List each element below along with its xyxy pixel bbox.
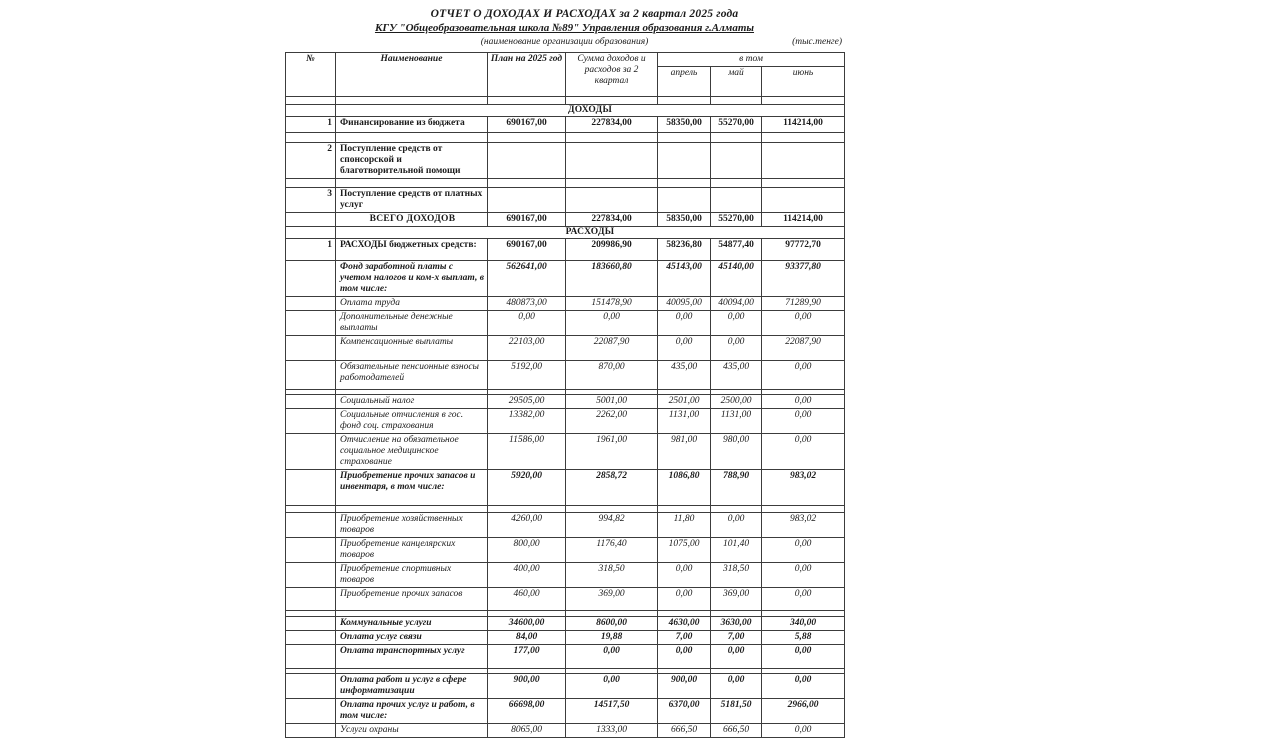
section-title: ДОХОДЫ [336, 105, 845, 117]
row-value-cell: 5001,00 [566, 395, 658, 409]
row-value-cell: 93377,80 [762, 261, 845, 297]
col-header-vtom: в том [658, 53, 845, 67]
table-row [286, 361, 845, 390]
row-value-cell: 981,00 [658, 434, 711, 470]
organization-name: КГУ "Общеобразовательная школа №89" Управления образования г.Алматы [374, 22, 755, 34]
row-number-cell: 3 [286, 188, 336, 213]
spacer-cell [658, 506, 711, 513]
row-value-cell: 7,00 [711, 631, 762, 645]
row-value-cell: 400,00 [488, 563, 566, 588]
section-title: РАСХОДЫ [336, 227, 845, 239]
row-number-cell [286, 105, 336, 117]
row-value-cell: 11,80 [658, 513, 711, 538]
row-name-cell: Компенсационные выплаты [336, 336, 488, 361]
caption-line [285, 36, 844, 50]
row-number-cell [286, 538, 336, 563]
row-value-cell [488, 143, 566, 179]
spacer-cell [762, 506, 845, 513]
row-number-cell [286, 434, 336, 470]
row-value-cell: 2501,00 [658, 395, 711, 409]
section-header-row [286, 105, 845, 117]
row-value-cell: 0,00 [762, 409, 845, 434]
row-value-cell: 318,50 [566, 563, 658, 588]
row-value-cell: 0,00 [762, 724, 845, 738]
units-label: (тыс.тенге) [792, 37, 842, 47]
spacer-cell [336, 97, 488, 105]
table-row [286, 117, 845, 133]
table-header-row [286, 53, 845, 67]
row-value-cell: 0,00 [488, 311, 566, 336]
table-row [286, 470, 845, 506]
spacer-cell [286, 506, 336, 513]
row-value-cell [566, 143, 658, 179]
spacer-cell [566, 506, 658, 513]
col-header-num: № [286, 53, 336, 97]
row-value-cell: 114214,00 [762, 213, 845, 227]
spacer-cell [336, 133, 488, 143]
total-row [286, 213, 845, 227]
row-name-cell: Обязательные пенсионные взносы работодателей [336, 361, 488, 390]
spacer-cell [762, 133, 845, 143]
row-value-cell: 6370,00 [658, 699, 711, 724]
spacer-row [286, 133, 845, 143]
row-value-cell: 690167,00 [488, 117, 566, 133]
row-value-cell: 0,00 [762, 563, 845, 588]
row-value-cell: 0,00 [711, 645, 762, 669]
row-value-cell: 2858,72 [566, 470, 658, 506]
table-row [286, 724, 845, 738]
col-header-name: Наименование [336, 53, 488, 97]
row-value-cell: 0,00 [711, 336, 762, 361]
row-value-cell: 0,00 [762, 674, 845, 699]
row-value-cell: 227834,00 [566, 213, 658, 227]
row-name-cell: Социальный налог [336, 395, 488, 409]
row-name-cell: Приобретение прочих запасов и инвентаря, в том числе: [336, 470, 488, 506]
spacer-cell [336, 506, 488, 513]
row-value-cell: 22087,90 [566, 336, 658, 361]
row-name-cell: Финансирование из бюджета [336, 117, 488, 133]
row-name-cell: РАСХОДЫ бюджетных средств: [336, 239, 488, 261]
row-value-cell: 0,00 [762, 434, 845, 470]
spacer-cell [711, 97, 762, 105]
row-value-cell: 369,00 [711, 588, 762, 611]
row-value-cell: 58350,00 [658, 117, 711, 133]
table-row [286, 336, 845, 361]
row-name-cell: Приобретение канцелярских товаров [336, 538, 488, 563]
row-value-cell: 22087,90 [762, 336, 845, 361]
row-value-cell: 1961,00 [566, 434, 658, 470]
spacer-cell [711, 133, 762, 143]
row-value-cell: 0,00 [762, 395, 845, 409]
table-row [286, 143, 845, 179]
table-row [286, 311, 845, 336]
row-value-cell: 435,00 [711, 361, 762, 390]
row-value-cell: 5920,00 [488, 470, 566, 506]
row-value-cell: 1131,00 [711, 409, 762, 434]
row-value-cell: 209986,90 [566, 239, 658, 261]
row-value-cell [711, 188, 762, 213]
spacer-cell [286, 179, 336, 188]
row-value-cell: 11586,00 [488, 434, 566, 470]
row-value-cell: 318,50 [711, 563, 762, 588]
row-value-cell: 151478,90 [566, 297, 658, 311]
spacer-cell [762, 97, 845, 105]
row-value-cell: 980,00 [711, 434, 762, 470]
table-row [286, 645, 845, 669]
row-value-cell: 0,00 [658, 311, 711, 336]
row-number-cell [286, 699, 336, 724]
row-value-cell: 870,00 [566, 361, 658, 390]
report-document [285, 8, 844, 738]
org-name-caption: (наименование организации образования) [480, 37, 649, 47]
spacer-cell [566, 133, 658, 143]
row-value-cell: 177,00 [488, 645, 566, 669]
row-value-cell: 1176,40 [566, 538, 658, 563]
spacer-cell [658, 97, 711, 105]
row-value-cell: 0,00 [762, 538, 845, 563]
row-value-cell: 0,00 [711, 311, 762, 336]
row-value-cell: 5181,50 [711, 699, 762, 724]
col-header-sum: Сумма доходов и расходов за 2 квартал [566, 53, 658, 97]
row-value-cell: 0,00 [658, 563, 711, 588]
row-value-cell: 1075,00 [658, 538, 711, 563]
row-value-cell: 13382,00 [488, 409, 566, 434]
spacer-row [286, 97, 845, 105]
row-value-cell: 2966,00 [762, 699, 845, 724]
row-name-cell: Оплата труда [336, 297, 488, 311]
row-value-cell: 5192,00 [488, 361, 566, 390]
table-row [286, 297, 845, 311]
spacer-row [286, 179, 845, 188]
row-value-cell: 183660,80 [566, 261, 658, 297]
row-number-cell [286, 631, 336, 645]
row-value-cell: 983,02 [762, 470, 845, 506]
row-value-cell: 8065,00 [488, 724, 566, 738]
row-value-cell [658, 143, 711, 179]
col-header-plan: План на 2025 год [488, 53, 566, 97]
row-value-cell: 71289,90 [762, 297, 845, 311]
row-name-cell: Услуги охраны [336, 724, 488, 738]
table-row [286, 538, 845, 563]
row-number-cell [286, 513, 336, 538]
spacer-cell [488, 97, 566, 105]
table-row [286, 674, 845, 699]
row-name-cell: Оплата транспортных услуг [336, 645, 488, 669]
row-value-cell: 900,00 [658, 674, 711, 699]
table-row [286, 395, 845, 409]
row-value-cell: 983,02 [762, 513, 845, 538]
report-title: ОТЧЕТ О ДОХОДАХ И РАСХОДАХ за 2 квартал 2025 года [430, 8, 739, 20]
spacer-cell [488, 179, 566, 188]
row-value-cell: 45143,00 [658, 261, 711, 297]
row-value-cell: 788,90 [711, 470, 762, 506]
row-number-cell [286, 563, 336, 588]
spacer-cell [488, 506, 566, 513]
row-value-cell [711, 143, 762, 179]
col-header-may: май [711, 67, 762, 97]
spacer-cell [711, 179, 762, 188]
table-row [286, 188, 845, 213]
row-name-cell: Дополнительные денежные выплаты [336, 311, 488, 336]
row-value-cell: 4630,00 [658, 617, 711, 631]
row-number-cell [286, 674, 336, 699]
row-value-cell: 0,00 [711, 674, 762, 699]
col-header-april: апрель [658, 67, 711, 97]
row-name-cell: ВСЕГО ДОХОДОВ [336, 213, 488, 227]
col-header-june: июнь [762, 67, 845, 97]
table-body [286, 97, 845, 738]
row-value-cell: 0,00 [658, 336, 711, 361]
row-value-cell: 0,00 [566, 645, 658, 669]
row-value-cell: 40095,00 [658, 297, 711, 311]
row-number-cell [286, 227, 336, 239]
row-value-cell: 0,00 [658, 588, 711, 611]
row-name-cell: Коммунальные услуги [336, 617, 488, 631]
row-value-cell: 58236,80 [658, 239, 711, 261]
row-value-cell: 0,00 [762, 588, 845, 611]
spacer-cell [711, 506, 762, 513]
row-name-cell: Отчисление на обязательное социальное медицинское страхование [336, 434, 488, 470]
row-value-cell: 1131,00 [658, 409, 711, 434]
row-value-cell: 97772,70 [762, 239, 845, 261]
row-number-cell: 2 [286, 143, 336, 179]
row-value-cell: 8600,00 [566, 617, 658, 631]
table-row [286, 261, 845, 297]
row-value-cell: 227834,00 [566, 117, 658, 133]
spacer-cell [566, 97, 658, 105]
spacer-row [286, 506, 845, 513]
row-number-cell [286, 336, 336, 361]
row-value-cell: 22103,00 [488, 336, 566, 361]
row-value-cell: 994,82 [566, 513, 658, 538]
row-value-cell: 101,40 [711, 538, 762, 563]
spacer-cell [658, 133, 711, 143]
spacer-cell [286, 133, 336, 143]
row-value-cell: 34600,00 [488, 617, 566, 631]
row-number-cell [286, 297, 336, 311]
row-value-cell: 666,50 [658, 724, 711, 738]
row-value-cell: 7,00 [658, 631, 711, 645]
row-value-cell: 3630,00 [711, 617, 762, 631]
row-value-cell: 19,88 [566, 631, 658, 645]
row-value-cell: 900,00 [488, 674, 566, 699]
spacer-cell [336, 179, 488, 188]
row-value-cell [488, 188, 566, 213]
income-expense-table [285, 52, 845, 738]
table-row [286, 563, 845, 588]
row-number-cell [286, 409, 336, 434]
row-value-cell: 29505,00 [488, 395, 566, 409]
table-row [286, 239, 845, 261]
row-number-cell [286, 213, 336, 227]
row-value-cell: 666,50 [711, 724, 762, 738]
table-row [286, 617, 845, 631]
table-header [286, 53, 845, 97]
row-value-cell: 114214,00 [762, 117, 845, 133]
row-value-cell: 2262,00 [566, 409, 658, 434]
row-value-cell: 690167,00 [488, 213, 566, 227]
spacer-cell [286, 97, 336, 105]
row-value-cell: 55270,00 [711, 213, 762, 227]
row-value-cell [762, 143, 845, 179]
row-number-cell [286, 395, 336, 409]
spacer-cell [762, 179, 845, 188]
table-row [286, 434, 845, 470]
row-value-cell: 340,00 [762, 617, 845, 631]
row-name-cell: Оплата прочих услуг и работ, в том числе: [336, 699, 488, 724]
row-number-cell [286, 311, 336, 336]
row-value-cell: 14517,50 [566, 699, 658, 724]
table-row [286, 409, 845, 434]
row-value-cell: 1086,80 [658, 470, 711, 506]
row-value-cell [762, 188, 845, 213]
row-number-cell: 1 [286, 239, 336, 261]
row-value-cell: 1333,00 [566, 724, 658, 738]
row-value-cell: 690167,00 [488, 239, 566, 261]
row-value-cell: 55270,00 [711, 117, 762, 133]
spacer-cell [658, 179, 711, 188]
row-value-cell: 435,00 [658, 361, 711, 390]
table-row [286, 631, 845, 645]
row-value-cell: 2500,00 [711, 395, 762, 409]
row-number-cell [286, 361, 336, 390]
row-number-cell: 1 [286, 117, 336, 133]
row-value-cell: 460,00 [488, 588, 566, 611]
spacer-cell [488, 133, 566, 143]
row-number-cell [286, 645, 336, 669]
row-value-cell: 800,00 [488, 538, 566, 563]
row-name-cell: Социальные отчисления в гос. фонд соц. страхования [336, 409, 488, 434]
row-name-cell: Поступление средств от спонсорской и благотворительной помощи [336, 143, 488, 179]
row-value-cell: 369,00 [566, 588, 658, 611]
row-value-cell: 0,00 [658, 645, 711, 669]
row-number-cell [286, 724, 336, 738]
row-value-cell [658, 188, 711, 213]
row-number-cell [286, 261, 336, 297]
spacer-cell [566, 179, 658, 188]
row-value-cell: 40094,00 [711, 297, 762, 311]
table-row [286, 513, 845, 538]
table-row [286, 588, 845, 611]
row-name-cell: Оплата услуг связи [336, 631, 488, 645]
row-number-cell [286, 588, 336, 611]
row-value-cell: 0,00 [566, 674, 658, 699]
row-value-cell: 0,00 [762, 645, 845, 669]
row-value-cell: 58350,00 [658, 213, 711, 227]
row-value-cell: 4260,00 [488, 513, 566, 538]
row-value-cell: 54877,40 [711, 239, 762, 261]
row-value-cell: 0,00 [762, 311, 845, 336]
row-value-cell: 562641,00 [488, 261, 566, 297]
row-number-cell [286, 470, 336, 506]
row-name-cell: Оплата работ и услуг в сфере информатизации [336, 674, 488, 699]
row-value-cell: 0,00 [566, 311, 658, 336]
row-value-cell: 84,00 [488, 631, 566, 645]
table-row [286, 699, 845, 724]
row-value-cell: 66698,00 [488, 699, 566, 724]
row-name-cell: Приобретение прочих запасов [336, 588, 488, 611]
row-value-cell: 0,00 [711, 513, 762, 538]
row-name-cell: Приобретение спортивных товаров [336, 563, 488, 588]
row-value-cell: 5,88 [762, 631, 845, 645]
row-name-cell: Поступление средств от платных услуг [336, 188, 488, 213]
row-name-cell: Приобретение хозяйственных товаров [336, 513, 488, 538]
row-number-cell [286, 617, 336, 631]
row-value-cell: 45140,00 [711, 261, 762, 297]
row-value-cell [566, 188, 658, 213]
section-header-row [286, 227, 845, 239]
row-name-cell: Фонд заработной платы с учетом налогов и ком-х выплат, в том числе: [336, 261, 488, 297]
row-value-cell: 480873,00 [488, 297, 566, 311]
row-value-cell: 0,00 [762, 361, 845, 390]
